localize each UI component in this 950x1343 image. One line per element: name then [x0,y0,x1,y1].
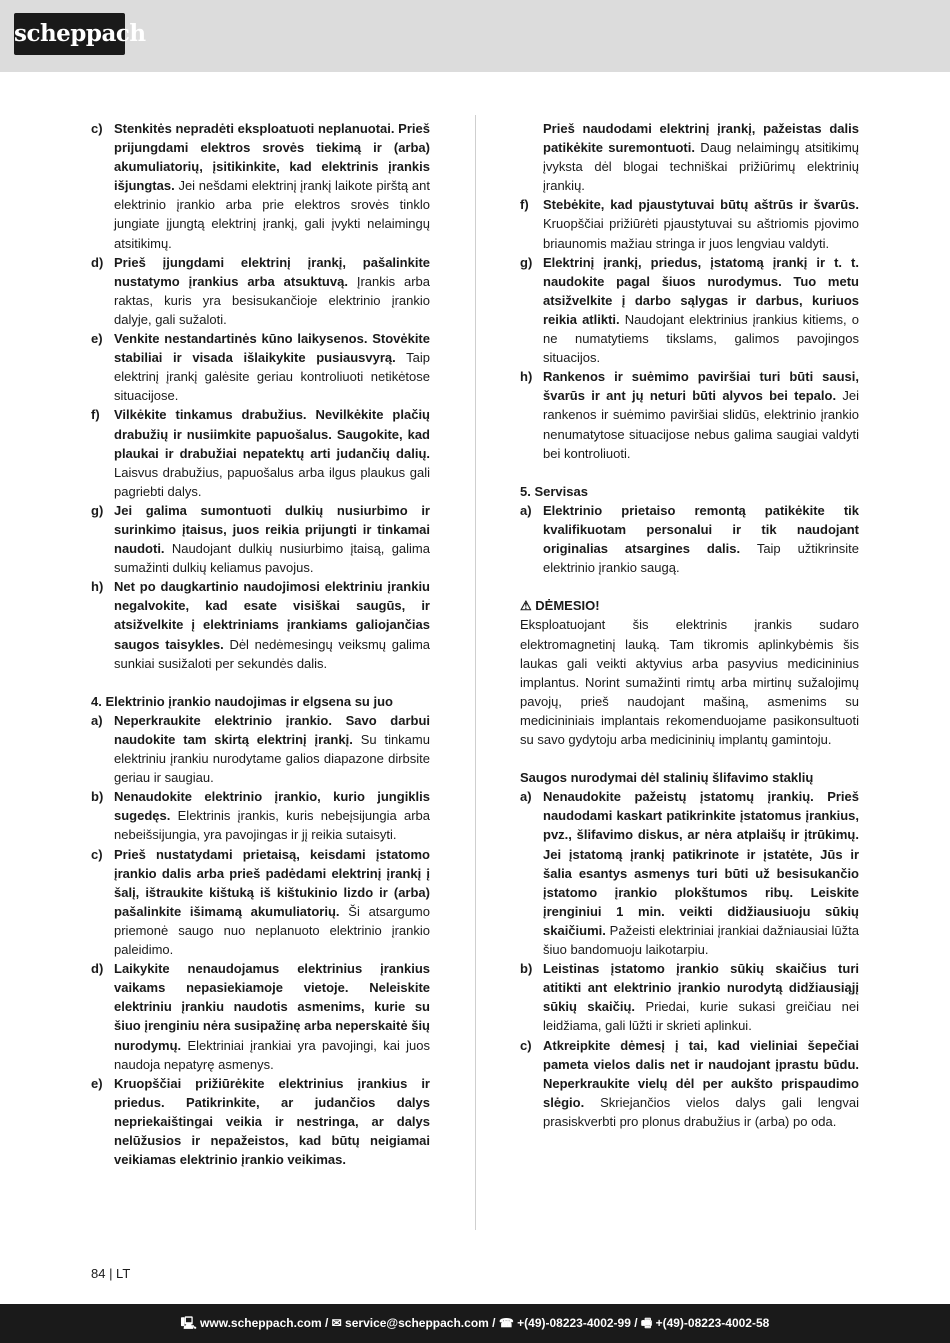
item-bold-text: Kruopščiai prižiūrėkite elektrinius įrankius ir priedus. Patikrinkite, ar judančios dalys nepriekaištingai veikia ir nestringa, ar dalys nelūžusios ir nepažeistos, kad būtų neigiamai veikiamas elektrinio įrankio veikimas. [114,1075,430,1168]
item-label: d) [91,254,104,270]
item-bold-text: Nenaudokite elektrinio įrankio, kurio jungiklis sugedęs. [114,789,430,824]
warning-heading: ⚠ DĖMESIO! [520,598,600,614]
item-text: Skriejančios vielos dalys gali lengvai prasiskverbti pro plonus drabužius ir (arba) po oda. [543,1094,859,1129]
item-text: Pažeisti elektriniai įrankiai dažniausiai lūžta šiuo bandomuoju laikotarpiu. [543,922,859,958]
page-number: 84 | LT [91,1266,131,1281]
page-header [0,0,950,72]
list-item [91,329,430,405]
warning-text: Eksploatuojant šis elektrinis įrankis sudaro elektromagnetinį lauką. Tam tikromis aplinkybėmis šis laukas gali veikti aktyvius arba pasyvius medicininius implantus. Norint sumažinti rimtų arba mirtinų sužalojimų pavojų, prieš naudojant mašiną, asmenims su medicininiais implantais rekomenduojame pasikonsultuoti su savo gydytoju arba medicininių implantų gamintoju. [520,617,859,747]
item-bold-text: Net po daugkartinio naudojimosi elektriniu įrankiu negalvokite, kad esate visiškai saugūs, ir atsižvelkite į elektriniams įrankiams galiojančias saugos taisykles. [114,579,430,652]
item-bold-text: Prieš įjungdami elektrinį įrankį, pašalinkite nustatymo įrankius arba atsuktuvą. [114,254,430,289]
list-item [91,845,430,960]
item-text: Taip elektrinį įrankį galėsite geriau kontroliuoti netikėtose situacijose. [114,350,430,404]
item-text: Su tinkamu elektriniu įrankiu nurodytame galios diapazone dirbsite geriau ir saugiau. [114,732,430,786]
continuation-text: Daug nelaimingų atsitikimų įvyksta dėl blogai techniškai prižiūrimų elektrinių įrankių. [543,140,860,194]
item-text: Elektrinis įrankis, kuris nebeįsijungia arba nebeišsijungia, yra pavojingas ir jį reikia sutaisyti. [114,808,430,843]
item-label: g) [91,502,104,518]
item-label: b) [91,789,104,805]
item-bold-text: Atkreipkite dėmesį į tai, kad vieliniai šepečiai pameta vielos dalis net ir naudojant įprastu būdu. Neperkraukite vielų dėl per aukšto prispaudimo slėgio. [543,1037,859,1110]
item-text: Jei rankenos ir suėmimo paviršiai slidūs, elektrinio įrankio nenumatytose situacijose nebus galima saugiai valdyti bei kontroliuoti. [543,388,859,461]
continuation-bold: Prieš naudodami elektrinį įrankį, pažeistas dalis patikėkite suremontuoti. [543,121,859,156]
item-text: Naudojant elektrinius įrankius kitiems, o ne numatytiems tikslams, galimos pavojingos situacijos. [543,311,859,366]
item-label: e) [91,331,103,347]
item-bold-text: Nenaudokite pažeistų įstatomų įrankių. Prieš naudodami kaskart patikrinkite įstatomus įrankius, pvz., šlifavimo diskus, ar nėra atplaišų ir įtrūkimų. Jei įstatomą įrankį patikrinote ir įstatėte, Jūs ir šalia esantys asmenys turi būti už besisukančio įstatomo įrankio plokštumos ribų. Leiskite įrenginiui 1 min. veikti didžiausiuoju sūkių skaičiumi. [543,789,859,938]
item-label: h) [520,369,533,385]
section-5-heading: 5. Servisas [520,483,588,499]
list-item [520,959,859,1035]
list-item [91,959,430,1074]
item-label: c) [520,1037,532,1053]
list-item [520,787,859,959]
item-text: Taip užtikrinsite elektrinio įrankio saugą. [543,541,859,576]
item-text: Elektriniai įrankiai yra pavojingi, kai juos naudoja nepatyrę asmenys. [114,1037,430,1072]
scheppach-logo: scheppach [14,13,125,55]
item-text: Ši atsargumo priemonė saugo nuo neplanuoto elektrinio įrankio paleidimo. [114,903,430,958]
page-footer [0,1304,950,1343]
item-label: c) [91,846,103,862]
list-item [91,405,430,500]
item-bold-text: Prieš nustatydami prietaisą, keisdami įstatomo įrankio dalis arba prieš padėdami elektrinį įrankį į šalį, ištraukite kištuką iš kištukinio lizdo ir (arba) pašalinkite išimamą akumuliatorių. [114,846,430,919]
item-label: e) [91,1075,103,1091]
list-item [91,711,430,787]
item-bold-text: Neperkraukite elektrinio įrankio. Savo darbui naudokite tam skirtą elektrinį įrankį. [114,712,430,747]
item-text: Laisvus drabužius, papuošalus arba ilgus plaukus gali pagriebti dalys. [114,464,430,499]
item-label: g) [520,254,533,270]
list-item [520,253,859,368]
right-column [520,119,859,1131]
list-item [91,501,430,577]
continuation-paragraph [520,119,859,195]
item-bold-text: Leistinas įstatomo įrankio sūkių skaičius turi atitikti ant elektrinio įrankio nurodytą didžiausiąjį sūkių skaičių. [543,961,859,1015]
item-text: Kruopščiai prižiūrėti pjaustytuvai su aštriomis pjovimo briaunomis mažiau stringa ir juos lengviau valdyti. [543,216,859,251]
list-item [520,367,859,462]
fax-icon: 🖷︎ [640,1316,653,1330]
item-label: b) [520,961,533,977]
list-item [91,253,430,329]
item-text: Dėl nedėmesingų veiksmų galima sunkiai susižaloti per sekundės dalis. [114,636,431,671]
item-text: Jei nešdami elektrinį įrankį laikote pirštą ant elektrinio įrankio arba prie elektros srovės tinklo jungiate įjungtą elektrinį įrankį, gali įvykti nelaimingų atsitikimų. [114,178,430,251]
list-item [91,787,430,844]
list-item [520,501,859,577]
list-item [91,577,430,672]
grinder-safety-heading: Saugos nurodymai dėl stalinių šlifavimo staklių [520,770,814,786]
item-label: c) [91,121,103,136]
item-text: Priedai, kurie sukasi greičiau nei leidžiama, gali lūžti ir skrieti aplinkui. [543,999,859,1034]
item-label: a) [91,712,103,728]
item-text: Įrankis arba raktas, kuris yra besisukančioje elektrinio įrankio dalyje, gali sužaloti. [114,273,431,327]
footer-email[interactable]: service@scheppach.com / [345,1316,496,1330]
item-bold-text: Venkite nestandartinės kūno laikysenos. Stovėkite stabiliai ir visada išlaikykite pusiausvyrą. [114,331,430,366]
item-label: f) [91,407,100,423]
section-4-heading: 4. Elektrinio įrankio naudojimas ir elgsena su juo [91,693,393,709]
item-bold-text: Elektrinį įrankį, priedus, įstatomą įrankį ir t. t. naudokite pagal šiuos nurodymus. Tuo metu atsižvelkite į darbo sąlygas ir darbus, kuriuos reikia atlikti. [543,254,859,327]
item-label: d) [91,961,104,977]
item-bold-text: Elektrinio prietaiso remontą patikėkite tik kvalifikuotam personalui ir tik naudojant originalias atsargines dalis. [543,502,859,557]
item-label: h) [91,579,104,595]
mail-icon: ✉︎ [331,1316,342,1330]
item-label: a) [520,502,532,518]
item-bold-text: Laikykite nenaudojamus elektrinius įrankius vaikams nepasiekiamoje vietoje. Neleiskite elektriniu įrankiu naudotis asmenims, kurie su šiuo įrenginiu nėra susipažinę arba neperskaitė šių nurodymų. [114,961,430,1053]
item-bold-text: Rankenos ir suėmimo paviršiai turi būti sausi, švarūs ir ant jų neturi būti alyvos bei tepalo. [543,369,859,404]
item-label: a) [520,789,532,805]
list-item [91,1074,430,1169]
item-text: Naudojant dulkių nusiurbimo įtaisą, galima sumažinti dulkių keliamus pavojus. [114,541,430,576]
item-bold-text: Jei galima sumontuoti dulkių nusiurbimo ir surinkimo įtaisus, juos reikia prijungti ir tinkamai naudoti. [114,502,430,557]
list-item [91,119,430,253]
footer-phone: +(49)-08223-4002-99 / [517,1316,638,1330]
computer-icon: 🖳︎ [180,1316,197,1330]
footer-website[interactable]: www.scheppach.com / [200,1316,329,1330]
item-bold-text: Vilkėkite tinkamus drabužius. Nevilkėkite plačių drabužių ir nusiimkite papuošalus. Saugokite, kad plaukai ir drabužiai nepatektų arti judančių dalių. [114,407,430,461]
item-bold-text: Stenkitės nepradėti eksploatuoti neplanuotai. Prieš prijungdami elektros srovės tiekimą ir (arba) akumuliatorių, įsitikinkite, kad elektrinis įrankis išjungtas. [114,121,430,194]
item-bold-text: Stebėkite, kad pjaustytuvai būtų aštrūs ir švarūs. [543,197,859,213]
column-divider [475,115,476,1230]
footer-fax: +(49)-08223-4002-58 [655,1316,770,1330]
item-label: f) [520,197,529,213]
left-column [91,119,430,1169]
list-item [520,1036,859,1131]
list-item [520,195,859,252]
phone-icon: ☎︎ [498,1316,514,1330]
